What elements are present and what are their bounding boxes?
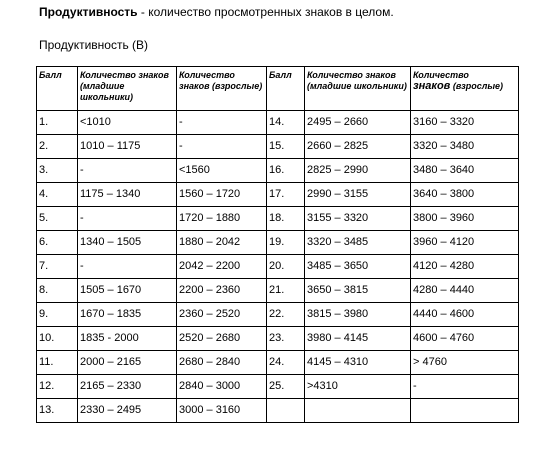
- table-row: [37, 135, 519, 159]
- header-adults-count-2-suffix: (взрослые): [450, 81, 504, 91]
- cell-score: 11.: [37, 351, 78, 375]
- cell-children-range: 1340 – 1505: [78, 231, 177, 255]
- cell-adults-range-2: 4120 – 4280: [411, 255, 519, 279]
- table-row: [37, 303, 519, 327]
- table-row: [37, 279, 519, 303]
- cell-adults-range: 1560 – 1720: [177, 183, 267, 207]
- cell-children-range-2: 3650 – 3815: [305, 279, 411, 303]
- cell-adults-range: 3000 – 3160: [177, 399, 267, 423]
- heading-definition: - количество просмотренных знаков в целом.: [137, 5, 394, 19]
- cell-adults-range-2: 4600 – 4760: [411, 327, 519, 351]
- cell-children-range: 2330 – 2495: [78, 399, 177, 423]
- cell-score: 2.: [37, 135, 78, 159]
- cell-score: 9.: [37, 303, 78, 327]
- cell-adults-range: 2520 – 2680: [177, 327, 267, 351]
- cell-score-2: 22.: [267, 303, 305, 327]
- cell-adults-range-2: 3960 – 4120: [411, 231, 519, 255]
- cell-score: 1.: [37, 111, 78, 135]
- cell-adults-range-2: -: [411, 375, 519, 399]
- cell-score: 13.: [37, 399, 78, 423]
- table-row: [37, 255, 519, 279]
- header-score: Балл: [37, 67, 78, 111]
- cell-children-range: -: [78, 207, 177, 231]
- cell-adults-range: -: [177, 135, 267, 159]
- header-children-count: Количество знаков (младшие школьники): [78, 67, 177, 111]
- cell-score: 6.: [37, 231, 78, 255]
- cell-adults-range: 2200 – 2360: [177, 279, 267, 303]
- cell-children-range: 1835 - 2000: [78, 327, 177, 351]
- cell-children-range: <1010: [78, 111, 177, 135]
- header-adults-count-2-prefix: Количество: [413, 70, 469, 80]
- cell-children-range: 1175 – 1340: [78, 183, 177, 207]
- cell-children-range-2: 3320 – 3485: [305, 231, 411, 255]
- cell-adults-range-2: 3480 – 3640: [411, 159, 519, 183]
- cell-adults-range-2: 3320 – 3480: [411, 135, 519, 159]
- cell-children-range: 2165 – 2330: [78, 375, 177, 399]
- table-row: [37, 351, 519, 375]
- cell-score-2: 18.: [267, 207, 305, 231]
- cell-adults-range: -: [177, 111, 267, 135]
- cell-adults-range: <1560: [177, 159, 267, 183]
- cell-children-range: 1010 – 1175: [78, 135, 177, 159]
- cell-adults-range-2: 3800 – 3960: [411, 207, 519, 231]
- cell-children-range-2: 3155 – 3320: [305, 207, 411, 231]
- cell-adults-range-2: 3160 – 3320: [411, 111, 519, 135]
- cell-children-range-2: 2990 – 3155: [305, 183, 411, 207]
- cell-score: 12.: [37, 375, 78, 399]
- table-row: [37, 399, 519, 423]
- cell-adults-range-2: > 4760: [411, 351, 519, 375]
- cell-children-range-2: 3815 – 3980: [305, 303, 411, 327]
- cell-adults-range-2: 4280 – 4440: [411, 279, 519, 303]
- cell-score: 3.: [37, 159, 78, 183]
- cell-children-range-2: 4145 – 4310: [305, 351, 411, 375]
- table-row: [37, 231, 519, 255]
- header-adults-count: Количество знаков (взрослые): [177, 67, 267, 111]
- cell-score-2: 14.: [267, 111, 305, 135]
- cell-score: 8.: [37, 279, 78, 303]
- cell-adults-range-2: 3640 – 3800: [411, 183, 519, 207]
- cell-score-2: 19.: [267, 231, 305, 255]
- cell-score-2: 23.: [267, 327, 305, 351]
- cell-children-range-2: 2495 – 2660: [305, 111, 411, 135]
- cell-score-2: 20.: [267, 255, 305, 279]
- cell-adults-range: 2840 – 3000: [177, 375, 267, 399]
- cell-children-range-2: 2825 – 2990: [305, 159, 411, 183]
- cell-adults-range: 1720 – 1880: [177, 207, 267, 231]
- table-row: [37, 159, 519, 183]
- cell-children-range-2: >4310: [305, 375, 411, 399]
- table-row: [37, 375, 519, 399]
- cell-children-range-2: [305, 399, 411, 423]
- cell-adults-range: 2360 – 2520: [177, 303, 267, 327]
- table-row: [37, 183, 519, 207]
- table-row: [37, 111, 519, 135]
- cell-score-2: [267, 399, 305, 423]
- cell-score-2: 21.: [267, 279, 305, 303]
- cell-score: 10.: [37, 327, 78, 351]
- document-heading: [39, 5, 394, 19]
- cell-children-range: -: [78, 159, 177, 183]
- header-adults-count-2: [411, 67, 519, 111]
- cell-adults-range: 1880 – 2042: [177, 231, 267, 255]
- cell-score-2: 25.: [267, 375, 305, 399]
- cell-adults-range-2: [411, 399, 519, 423]
- table-caption: Продуктивность (В): [39, 38, 149, 52]
- heading-term: Продуктивность: [39, 5, 138, 19]
- cell-children-range-2: 3980 – 4145: [305, 327, 411, 351]
- productivity-table: [36, 66, 519, 423]
- cell-adults-range: 2042 – 2200: [177, 255, 267, 279]
- cell-children-range-2: 2660 – 2825: [305, 135, 411, 159]
- cell-adults-range: 2680 – 2840: [177, 351, 267, 375]
- cell-score-2: 24.: [267, 351, 305, 375]
- cell-score: 5.: [37, 207, 78, 231]
- header-adults-count-2-big: знаков: [413, 80, 451, 92]
- table-row: [37, 207, 519, 231]
- cell-score: 4.: [37, 183, 78, 207]
- cell-children-range: 1505 – 1670: [78, 279, 177, 303]
- table-header-row: [37, 67, 519, 111]
- cell-children-range: -: [78, 255, 177, 279]
- cell-children-range: 2000 – 2165: [78, 351, 177, 375]
- cell-children-range: 1670 – 1835: [78, 303, 177, 327]
- cell-adults-range-2: 4440 – 4600: [411, 303, 519, 327]
- header-score-2: Балл: [267, 67, 305, 111]
- cell-score-2: 17.: [267, 183, 305, 207]
- cell-children-range-2: 3485 – 3650: [305, 255, 411, 279]
- table-row: [37, 327, 519, 351]
- cell-score: 7.: [37, 255, 78, 279]
- header-children-count-2: Количество знаков (младшие школьники): [305, 67, 411, 111]
- cell-score-2: 15.: [267, 135, 305, 159]
- cell-score-2: 16.: [267, 159, 305, 183]
